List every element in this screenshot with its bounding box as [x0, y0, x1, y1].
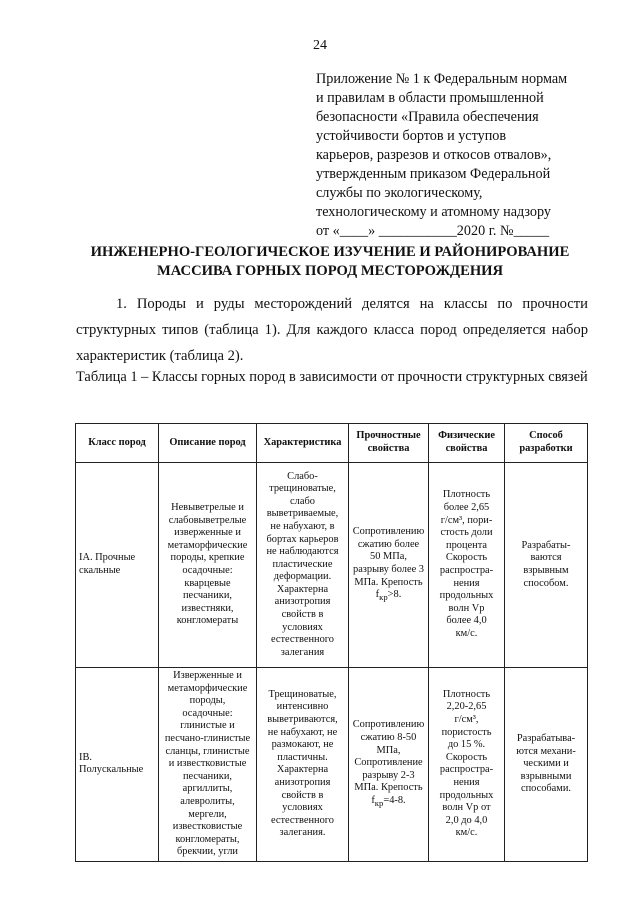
- strength-value: =4-8.: [383, 794, 406, 806]
- word: каждого: [316, 322, 368, 338]
- table-cell-characteristic: Слабо- трещиноватые, слабо выветриваемые, не набухают, в бортах карьеров не наблюдаются пластические деформации. Характерна анизотропия свойств в условиях естественного залегания: [257, 463, 349, 668]
- word: определяется: [462, 322, 546, 338]
- word: набор: [551, 322, 588, 338]
- word: по: [497, 296, 513, 312]
- table-row: [76, 463, 588, 668]
- appendix-line: карьеров, разрезов и откосов отвалов»,: [316, 147, 552, 163]
- word: классы: [443, 296, 488, 312]
- word: Породы: [136, 296, 187, 312]
- word: типов: [162, 322, 199, 338]
- strength-value: >8.: [387, 589, 402, 601]
- table-cell-method: Разрабаты- ваются взрывным способом.: [505, 463, 588, 668]
- paragraph-line-2: [76, 317, 588, 343]
- header-cell: Характеристика: [257, 424, 349, 463]
- word: делятся: [362, 296, 410, 312]
- word: структурных: [76, 322, 157, 338]
- table-cell-physical: Плотность более 2,65 г/см³, пори- стость доли процента Скорость распростра- нения продольных волн Vp более 4,0 км/с.: [429, 463, 505, 668]
- paragraph-line-3: характеристик (таблица 2).: [76, 348, 244, 364]
- header-cell: Прочностные свойства: [349, 424, 429, 463]
- word: руды: [213, 296, 245, 312]
- table-cell-characteristic: Трещиноватые, интенсивно выветриваются, не набухают, не размокают, не пластичны. Характерна анизотропия свойств в условиях естественного залегания.: [257, 668, 349, 862]
- paragraph-number: 1.: [116, 296, 127, 312]
- word: класса: [373, 322, 415, 338]
- appendix-line: технологическому и атомному надзору: [316, 204, 551, 220]
- strength-subscript: кр: [379, 592, 388, 603]
- table-cell-class: IB. Полускальные: [76, 668, 159, 862]
- header-cell: Физические свойства: [429, 424, 505, 463]
- word: (таблица: [204, 322, 259, 338]
- strength-subscript: кр: [374, 797, 384, 808]
- header-cell: Описание пород: [159, 424, 257, 463]
- table-cell-description: Изверженные и метаморфические породы, осадочные: глинистые и песчано-глинистые сланцы, глинистые и известковистые песчаники, аргиллиты, алевролиты, мергели, известковистые конгломераты, брекчии, угли: [159, 668, 257, 862]
- word: 1).: [264, 322, 281, 338]
- word: пород: [420, 322, 457, 338]
- paragraph-line-1: [76, 291, 588, 317]
- word: на: [419, 296, 434, 312]
- appendix-line: устойчивости бортов и уступов: [316, 128, 507, 144]
- appendix-line: Приложение № 1 к Федеральным нормам: [316, 71, 568, 87]
- table-cell-description: Невыветрелые и слабовыветрелые изверженные и метаморфические породы, крепкие осадочные: кварцевые песчаники, известняки, конгломераты: [159, 463, 257, 668]
- header-cell: Способ разработки: [505, 424, 588, 463]
- appendix-line: утвержденным приказом Федеральной: [316, 166, 551, 182]
- table-cell-physical: Плотность 2,20-2,65 г/см³, пористость до 15 %. Скорость распростра- нения продольных волн Vp от 2,0 до 4,0 км/с.: [429, 668, 505, 862]
- table-cell-class: IA. Прочные скальные: [76, 463, 159, 668]
- appendix-line: и правилам в области промышленной: [316, 90, 544, 106]
- section-heading: [60, 243, 600, 281]
- table-cell-strength: [349, 668, 429, 862]
- appendix-line: безопасности «Правила обеспечения: [316, 109, 539, 125]
- table-cell-method: Разрабатыва- ются механи- ческими и взрывными способами.: [505, 668, 588, 862]
- header-cell: Класс пород: [76, 424, 159, 463]
- paragraph-1: [76, 291, 588, 369]
- word: месторождений: [254, 296, 353, 312]
- word: Для: [286, 322, 311, 338]
- appendix-line: службы по экологическому,: [316, 185, 483, 201]
- table-row: [76, 668, 588, 862]
- table-caption: Таблица 1 – Классы горных пород в зависимости от прочности структурных связей: [76, 369, 588, 385]
- heading-line: ИНЖЕНЕРНО-ГЕОЛОГИЧЕСКОЕ ИЗУЧЕНИЕ И РАЙОНИРОВАНИЕ: [90, 244, 570, 260]
- heading-line: МАССИВА ГОРНЫХ ПОРОД МЕСТОРОЖДЕНИЯ: [156, 263, 504, 279]
- appendix-note: [316, 70, 616, 241]
- strength-text: Сопротивлению сжатию более 50 МПа, разрыву более 3 МПа. Крепость f: [352, 526, 425, 601]
- rock-classes-table: [75, 423, 588, 862]
- table-header-row: [76, 424, 588, 463]
- strength-text: Сопротивлению сжатию 8-50 МПа, Сопротивление разрыву 2-3 МПа. Крепость f: [352, 719, 425, 806]
- page-number: 24: [313, 38, 327, 53]
- appendix-line: от «____» ___________2020 г. №_____: [316, 223, 550, 239]
- table-cell-strength: [349, 463, 429, 668]
- word: и: [196, 296, 204, 312]
- word: прочности: [522, 296, 588, 312]
